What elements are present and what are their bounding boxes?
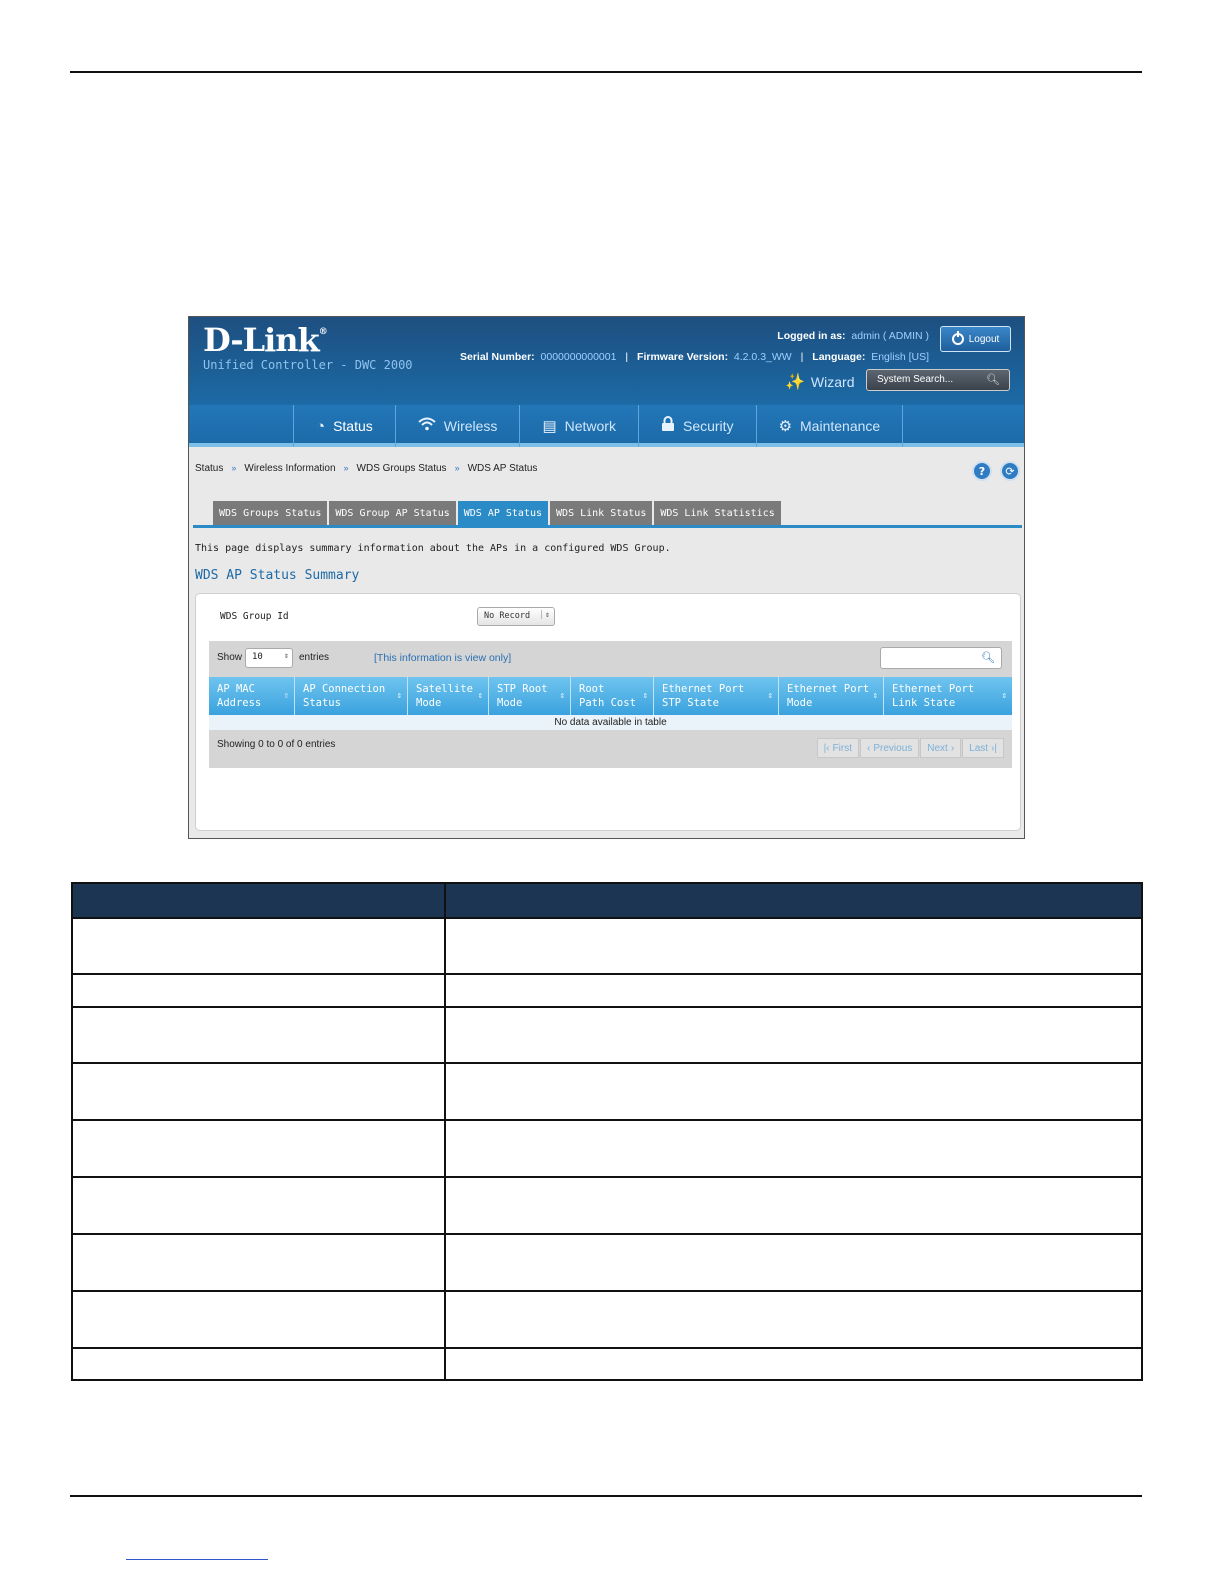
- column-header-stp-root-mode[interactable]: STP Root Mode ⇕: [489, 677, 571, 715]
- first-page-button[interactable]: |‹ First: [817, 738, 859, 758]
- doc-table-row: [72, 1234, 1142, 1291]
- doc-table-row: [72, 918, 1142, 974]
- show-label: Show: [217, 652, 243, 663]
- last-page-button[interactable]: Last ›|: [962, 738, 1004, 758]
- power-icon: [952, 333, 964, 345]
- wizard-link[interactable]: ✨ Wizard: [785, 374, 855, 391]
- entries-label: entries: [299, 652, 330, 663]
- doc-table-row: [72, 974, 1142, 1007]
- select-arrows-icon: ⇕: [541, 610, 550, 619]
- doc-table-row: [72, 1120, 1142, 1177]
- nav-status[interactable]: ◔ Status: [293, 405, 395, 447]
- sort-icon: ⇕: [872, 691, 878, 701]
- last-icon: ›|: [991, 742, 997, 754]
- doc-table-row: [72, 1348, 1142, 1380]
- nav-network[interactable]: ▤ Network: [519, 405, 638, 447]
- column-header-ap-connection[interactable]: AP Connection Status ⇕: [295, 677, 408, 715]
- language-selector[interactable]: English [US]: [871, 351, 929, 363]
- column-header-root-path-cost[interactable]: Root Path Cost ⇕: [571, 677, 654, 715]
- nav-wireless[interactable]: Wireless: [395, 405, 520, 447]
- next-page-button[interactable]: Next ›: [920, 738, 961, 758]
- wds-group-id-label: WDS Group Id: [220, 611, 289, 622]
- entries-count: Showing 0 to 0 of 0 entries: [217, 739, 336, 750]
- field-description-table: [71, 882, 1143, 1381]
- help-icon[interactable]: ?: [972, 461, 992, 481]
- nav-security[interactable]: Security: [638, 405, 756, 447]
- sort-icon: ⇕: [559, 691, 565, 701]
- sort-icon: ⇕: [477, 691, 483, 701]
- page-top-rule: [70, 71, 1142, 73]
- select-arrows-icon: ⇕: [284, 651, 289, 660]
- tab-underline: [193, 525, 1022, 528]
- tab-wds-link-statistics[interactable]: WDS Link Statistics: [654, 501, 780, 525]
- page-bottom-rule: [70, 1495, 1142, 1497]
- table-header: [209, 677, 1012, 715]
- doc-table-row: [72, 1063, 1142, 1120]
- sort-icon: ⇕: [1001, 691, 1007, 701]
- logout-button[interactable]: Logout: [940, 326, 1011, 352]
- table-search-input[interactable]: [880, 647, 1002, 669]
- sort-icon: ⇕: [767, 691, 773, 701]
- table-toolbar: [209, 641, 1012, 677]
- device-info: Serial Number: 0000000000001 | Firmware Version: 4.2.0.3_WW | Language: English [US]: [459, 351, 929, 363]
- chevron-left-icon: ‹: [867, 742, 871, 754]
- login-info: Logged in as: admin ( ADMIN ): [777, 330, 929, 342]
- pagination: [816, 738, 1004, 758]
- column-header-ap-mac[interactable]: AP MAC Address ⇧: [209, 677, 295, 715]
- first-icon: |‹: [823, 742, 830, 754]
- empty-table-message: No data available in table: [209, 715, 1012, 730]
- firmware-version: 4.2.0.3_WW: [733, 351, 792, 363]
- tab-wds-link-status[interactable]: WDS Link Status: [550, 501, 652, 525]
- search-icon: 🔍︎: [986, 374, 1000, 386]
- column-header-eth-link-state[interactable]: Ethernet Port Link State ⇕: [892, 683, 1007, 709]
- system-search-input[interactable]: System Search... 🔍︎: [866, 369, 1010, 391]
- doc-table-row: [72, 1007, 1142, 1063]
- doc-table-row: [72, 1291, 1142, 1348]
- search-icon: 🔍︎: [981, 651, 995, 664]
- tab-wds-group-ap-status[interactable]: WDS Group AP Status: [329, 501, 455, 525]
- logged-in-user: admin ( ADMIN ): [851, 330, 929, 342]
- serial-number: 0000000000001: [540, 351, 617, 363]
- column-header-eth-port-mode[interactable]: Ethernet Port Mode ⇕: [779, 677, 884, 715]
- ui-screenshot: [188, 316, 1025, 839]
- magic-wand-icon: ✨: [785, 374, 805, 391]
- breadcrumb: Status » Wireless Information » WDS Groups Status » WDS AP Status: [195, 463, 538, 474]
- column-header-satellite-mode[interactable]: Satellite Mode ⇕: [408, 677, 489, 715]
- gears-icon: ⚙: [778, 418, 793, 435]
- summary-panel: [195, 593, 1021, 831]
- footer-link-underline[interactable]: [126, 1559, 268, 1560]
- dashboard-gauge-icon: ◔: [316, 417, 326, 435]
- dlink-logo: D-Link®: [203, 321, 327, 359]
- sort-icon: ⇕: [396, 691, 402, 701]
- sort-asc-icon: ⇧: [283, 691, 289, 701]
- lock-icon: [661, 416, 675, 436]
- doc-table-header-row: [72, 883, 1142, 918]
- app-header: [189, 317, 1024, 405]
- column-header-eth-stp-state[interactable]: Ethernet Port STP State ⇕: [654, 677, 779, 715]
- nav-maintenance[interactable]: ⚙ Maintenance: [756, 405, 904, 447]
- breadcrumb-current: WDS AP Status: [467, 463, 538, 474]
- view-only-note: [This information is view only]: [374, 652, 512, 664]
- page-description: This page displays summary information about the APs in a configured WDS Group.: [195, 543, 671, 554]
- sort-icon: ⇕: [642, 691, 648, 701]
- main-nav: [189, 405, 1024, 447]
- breadcrumb-item[interactable]: WDS Groups Status: [356, 463, 447, 474]
- product-subtitle: Unified Controller - DWC 2000: [203, 358, 413, 372]
- table-footer: [209, 730, 1012, 768]
- breadcrumb-item[interactable]: Status: [195, 463, 224, 474]
- tab-bar: [213, 501, 781, 525]
- tab-wds-groups-status[interactable]: WDS Groups Status: [213, 501, 327, 525]
- entries-per-page-select[interactable]: 10 ⇕: [245, 648, 293, 668]
- server-icon: ▤: [542, 418, 557, 435]
- tab-wds-ap-status[interactable]: WDS AP Status: [458, 501, 548, 525]
- chevron-right-icon: ›: [950, 742, 955, 754]
- section-title: WDS AP Status Summary: [195, 568, 360, 583]
- wifi-icon: [418, 417, 436, 435]
- doc-table-row: [72, 1177, 1142, 1234]
- info-icon[interactable]: ⟳: [1000, 461, 1020, 481]
- wds-group-id-select[interactable]: No Record ⇕: [477, 607, 555, 626]
- previous-page-button[interactable]: ‹ Previous: [860, 738, 919, 758]
- breadcrumb-item[interactable]: Wireless Information: [244, 463, 336, 474]
